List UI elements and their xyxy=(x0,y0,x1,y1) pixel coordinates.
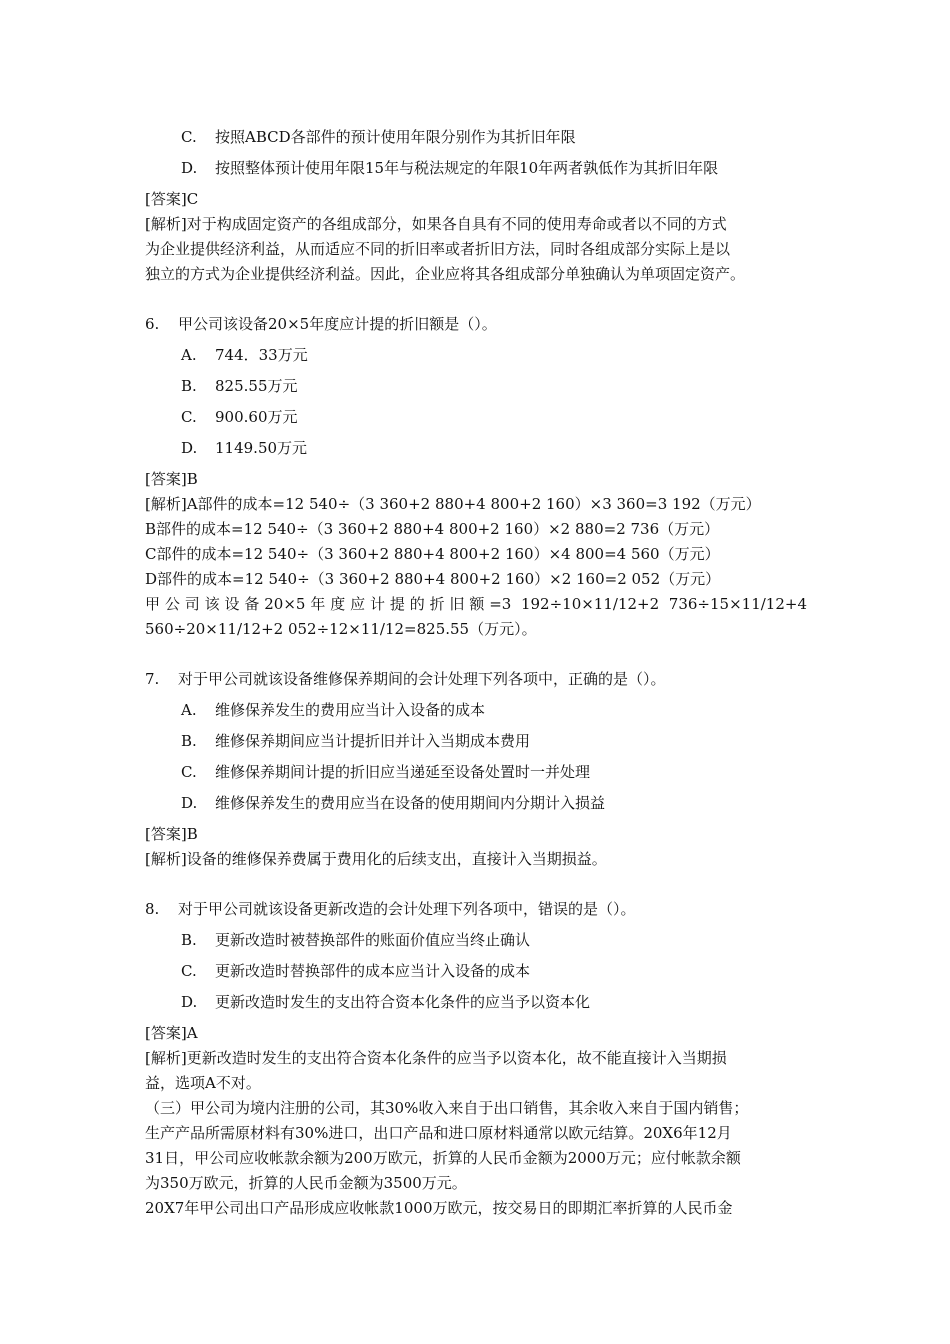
option-text: 更新改造时替换部件的成本应当计入设备的成本 xyxy=(215,962,531,980)
q8-stem xyxy=(145,899,636,919)
q6-analysis-line-1: [解析]A部件的成本=12 540÷（3 360+2 880+4 800+2 160）×3 360=3 192（万元） xyxy=(145,495,761,513)
q7-option-d xyxy=(181,793,605,813)
q6-analysis-line-6: 560÷20×11/12+2 052÷12×11/12=825.55（万元）。 xyxy=(145,620,537,638)
option-letter: C. xyxy=(181,962,197,980)
option-text: 按照整体预计使用年限15年与税法规定的年限10年两者孰低作为其折旧年限 xyxy=(215,159,719,177)
q6-analysis-line-2: B部件的成本=12 540÷（3 360+2 880+4 800+2 160）×2 880=2 736（万元） xyxy=(145,520,720,538)
q6-option-b xyxy=(181,376,298,396)
option-text: 维修保养发生的费用应当在设备的使用期间内分期计入损益 xyxy=(215,794,606,812)
option-text: 更新改造时被替换部件的账面价值应当终止确认 xyxy=(215,931,531,949)
option-text: 825.55万元 xyxy=(215,377,298,395)
q6-analysis-line-3: C部件的成本=12 540÷（3 360+2 880+4 800+2 160）×4 800=4 560（万元） xyxy=(145,545,720,563)
q7-option-c xyxy=(181,762,590,782)
q7-option-b xyxy=(181,731,530,751)
option-letter: B. xyxy=(181,931,197,949)
option-text: 744．33万元 xyxy=(215,346,308,364)
option-text: 900.60万元 xyxy=(215,408,298,426)
q8-option-c xyxy=(181,961,530,981)
option-text: 按照ABCD各部件的预计使用年限分别作为其折旧年限 xyxy=(215,128,576,146)
question-text: 对于甲公司就该设备维修保养期间的会计处理下列各项中，正确的是（）。 xyxy=(178,670,666,688)
option-letter: A. xyxy=(181,701,197,719)
q6-stem xyxy=(145,314,497,334)
section3-line-5: 20X7年甲公司出口产品形成应收帐款1000万欧元，按交易日的即期汇率折算的人民币金 xyxy=(145,1199,733,1217)
option-text: 1149.50万元 xyxy=(215,439,308,457)
option-text: 维修保养发生的费用应当计入设备的成本 xyxy=(215,701,486,719)
q8-answer: [答案]A xyxy=(145,1024,198,1042)
section3-line-2: 生产产品所需原材料有30%进口，出口产品和进口原材料通常以欧元结算。20X6年12月 xyxy=(145,1124,732,1142)
option-letter: C. xyxy=(181,408,197,426)
option-text: 维修保养期间应当计提折旧并计入当期成本费用 xyxy=(215,732,531,750)
question-text: 对于甲公司就该设备更新改造的会计处理下列各项中，错误的是（）。 xyxy=(178,900,636,918)
question-number: 8. xyxy=(145,900,160,918)
q5-option-d xyxy=(181,158,718,178)
q6-option-c xyxy=(181,407,298,427)
option-letter: D. xyxy=(181,993,198,1011)
q7-answer: [答案]B xyxy=(145,825,198,843)
q7-analysis-line-1: [解析]设备的维修保养费属于费用化的后续支出，直接计入当期损益。 xyxy=(145,850,607,868)
q8-option-d xyxy=(181,992,590,1012)
option-letter: B. xyxy=(181,732,197,750)
section3-line-1: （三）甲公司为境内注册的公司，其30%收入来自于出口销售，其余收入来自于国内销售； xyxy=(145,1099,749,1117)
option-letter: C. xyxy=(181,763,197,781)
option-letter: B. xyxy=(181,377,197,395)
question-text: 甲公司该设备20×5年度应计提的折旧额是（）。 xyxy=(178,315,497,333)
q7-option-a xyxy=(181,700,485,720)
q5-analysis-line-3: 独立的方式为企业提供经济利益。因此，企业应将其各组成部分单独确认为单项固定资产。 xyxy=(145,265,746,283)
option-letter: D. xyxy=(181,159,198,177)
option-text: 更新改造时发生的支出符合资本化条件的应当予以资本化 xyxy=(215,993,591,1011)
section3-line-3: 31日，甲公司应收帐款余额为200万欧元，折算的人民币金额为2000万元；应付帐款余额 xyxy=(145,1149,741,1167)
question-number: 7. xyxy=(145,670,160,688)
q5-option-c xyxy=(181,127,576,147)
question-number: 6. xyxy=(145,315,160,333)
q6-option-a xyxy=(181,345,308,365)
q5-analysis-line-2: 为企业提供经济利益，从而适应不同的折旧率或者折旧方法，同时各组成部分实际上是以 xyxy=(145,240,731,258)
option-letter: A. xyxy=(181,346,197,364)
q6-answer: [答案]B xyxy=(145,470,198,488)
q5-answer: [答案]C xyxy=(145,190,199,208)
q8-analysis-line-1: [解析]更新改造时发生的支出符合资本化条件的应当予以资本化，故不能直接计入当期损 xyxy=(145,1049,727,1067)
q8-option-b xyxy=(181,930,530,950)
section3-line-4: 为350万欧元，折算的人民币金额为3500万元。 xyxy=(145,1174,467,1192)
q8-analysis-line-2: 益，选项A不对。 xyxy=(145,1074,261,1092)
q6-option-d xyxy=(181,438,307,458)
option-letter: C. xyxy=(181,128,197,146)
q5-analysis-line-1: [解析]对于构成固定资产的各组成部分，如果各自具有不同的使用寿命或者以不同的方式 xyxy=(145,215,727,233)
q6-analysis-line-5: 甲公司该设备20×5年度应计提的折旧额=3 192÷10×11/12+2 736÷15×11/12+4 xyxy=(145,595,807,613)
option-letter: D. xyxy=(181,794,198,812)
option-text: 维修保养期间计提的折旧应当递延至设备处置时一并处理 xyxy=(215,763,591,781)
q7-stem xyxy=(145,669,666,689)
q6-analysis-line-4: D部件的成本=12 540÷（3 360+2 880+4 800+2 160）×2 160=2 052（万元） xyxy=(145,570,721,588)
option-letter: D. xyxy=(181,439,198,457)
